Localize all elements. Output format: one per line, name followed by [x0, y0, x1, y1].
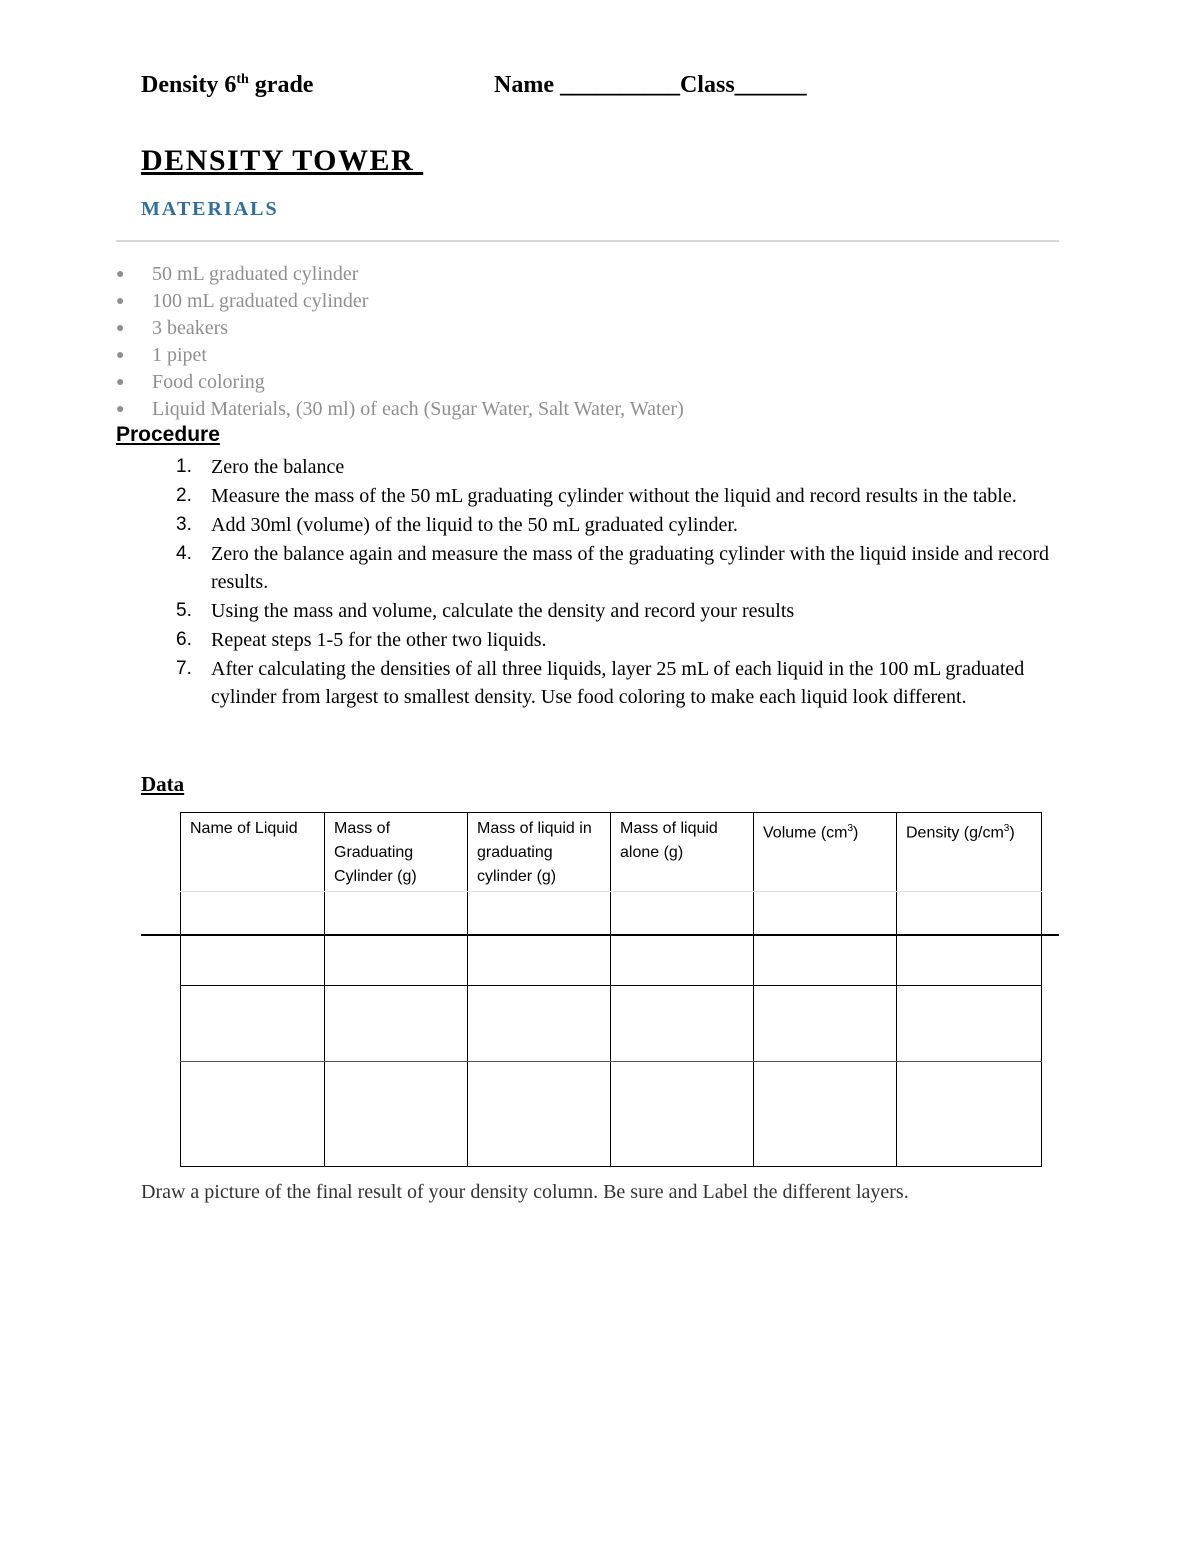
step-number: 3.	[176, 514, 192, 535]
procedure-steps	[176, 453, 1066, 712]
subject-superscript: th	[236, 72, 249, 87]
list-item	[116, 288, 684, 315]
column-header-text: Density (g/cm	[906, 824, 1004, 842]
column-header-tail: )	[853, 824, 859, 842]
page-title: DENSITY TOWER	[141, 144, 424, 177]
procedure-step	[176, 655, 1066, 711]
column-header-sup: 3	[847, 823, 854, 834]
subject-text: Density 6	[141, 72, 237, 98]
column-header-density	[906, 817, 1026, 845]
column-header-text: Mass of liquid in graduating cylinder (g)	[477, 820, 592, 885]
material-text: 50 mL graduated cylinder	[152, 263, 359, 285]
column-header-text: Mass of liquid alone (g)	[620, 820, 718, 861]
bullet-icon: ●	[116, 375, 125, 390]
bullet-icon: ●	[116, 348, 125, 363]
procedure-step	[176, 453, 1066, 481]
table-column-divider	[753, 812, 754, 1167]
step-text: Add 30ml (volume) of the liquid to the 50 mL graduated cylinder.	[211, 514, 738, 536]
column-header-tail: )	[1009, 824, 1015, 842]
bullet-icon: ●	[116, 267, 125, 282]
table-row-divider	[180, 891, 1042, 892]
step-text: Using the mass and volume, calculate the density and record your results	[211, 600, 795, 622]
material-text: 3 beakers	[152, 317, 229, 339]
list-item	[116, 342, 684, 369]
material-text: 100 mL graduated cylinder	[152, 290, 369, 312]
bullet-icon: ●	[116, 402, 125, 417]
column-header-mass-of-cylinder	[334, 817, 466, 889]
list-item	[116, 261, 684, 288]
step-text: Zero the balance again and measure the mass of the graduating cylinder with the liquid inside and record results.	[211, 543, 1050, 593]
table-row-divider	[180, 985, 1042, 986]
bullet-icon: ●	[116, 294, 125, 309]
column-header-text: Mass of Graduating Cylinder (g)	[334, 820, 417, 885]
worksheet-subject	[141, 72, 313, 99]
bullet-icon: ●	[116, 321, 125, 336]
table-row-divider	[141, 934, 1059, 936]
step-number: 2.	[176, 485, 192, 506]
table-column-divider	[896, 812, 897, 1167]
material-text: Liquid Materials, (30 ml) of each (Sugar Water, Salt Water, Water)	[152, 398, 684, 420]
drawing-instruction: Draw a picture of the final result of your density column. Be sure and Label the different layers.	[141, 1181, 909, 1203]
step-number: 7.	[176, 658, 192, 679]
list-item	[116, 396, 684, 423]
material-text: Food coloring	[152, 371, 265, 393]
table-column-divider	[610, 812, 611, 1167]
step-text: Repeat steps 1-5 for the other two liquids.	[211, 629, 547, 651]
list-item	[116, 369, 684, 396]
step-number: 6.	[176, 629, 192, 650]
procedure-step	[176, 482, 1066, 510]
column-header-sup: 3	[1003, 823, 1010, 834]
list-item	[116, 315, 684, 342]
column-header-volume	[763, 817, 895, 845]
column-header-name-of-liquid	[190, 817, 322, 841]
procedure-step	[176, 511, 1066, 539]
step-number: 4.	[176, 543, 192, 564]
table-column-divider	[324, 812, 325, 1167]
subject-suffix: grade	[248, 72, 314, 98]
step-text: Measure the mass of the 50 mL graduating cylinder without the liquid and record results in the table.	[211, 485, 1017, 507]
section-divider	[116, 240, 1059, 242]
materials-heading: MATERIALS	[141, 198, 279, 220]
column-header-mass-liquid-in-cylinder	[477, 817, 609, 889]
name-class-field[interactable]: Name __________Class______	[494, 72, 807, 98]
procedure-step	[176, 540, 1066, 596]
table-row-divider	[180, 1061, 1042, 1062]
procedure-step	[176, 597, 1066, 625]
column-header-text: Volume (cm	[763, 824, 848, 842]
step-number: 1.	[176, 456, 192, 477]
column-header-mass-liquid-alone	[620, 817, 752, 865]
procedure-heading: Procedure	[116, 423, 220, 446]
step-number: 5.	[176, 600, 192, 621]
data-heading: Data	[141, 772, 185, 796]
step-text: Zero the balance	[211, 456, 345, 478]
table-column-divider	[467, 812, 468, 1167]
materials-list	[116, 261, 684, 423]
column-header-text: Name of Liquid	[190, 820, 298, 837]
material-text: 1 pipet	[152, 344, 207, 366]
step-text: After calculating the densities of all three liquids, layer 25 mL of each liquid in the 100 mL graduated cylinder from largest to smallest density. Use food coloring to make each liquid look different.	[211, 658, 1025, 708]
data-table	[180, 812, 1042, 1167]
procedure-step	[176, 626, 1066, 654]
